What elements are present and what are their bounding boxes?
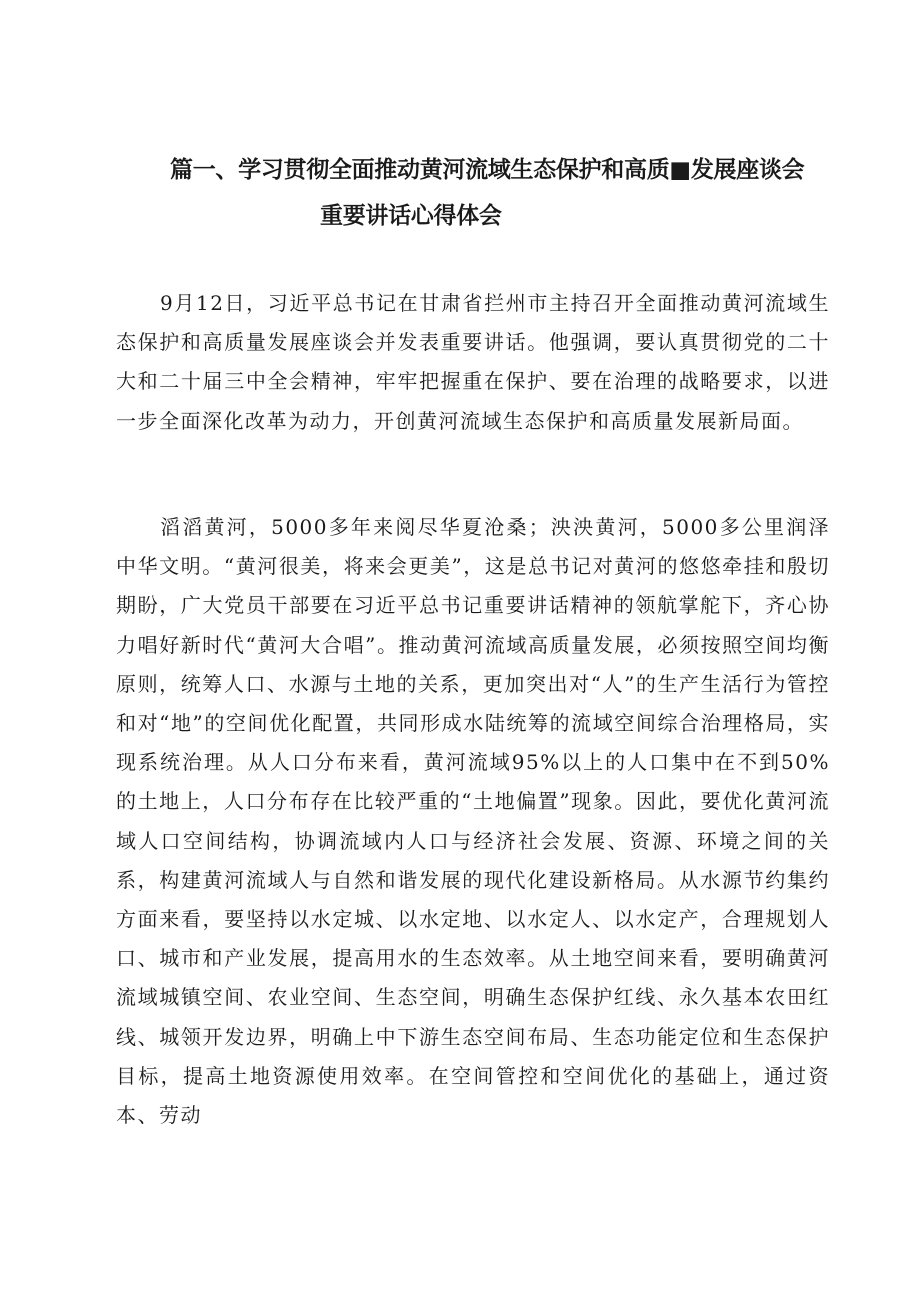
body-paragraph-2: 滔滔黄河，5000多年来阅尽华夏沧桑；泱泱黄河，5000多公里润泽中华文明。“黄河很美，将来会更美”，这是总书记对黄河的悠悠牵挂和殷切期盼，广大党员干部要在习近平总书记重要讲话精神的领航掌舵下，齐心协力唱好新时代“黄河大合唱”。推动黄河流域高质量发展，必须按照空间均衡原则，统筹人口、水源与土地的关系，更加突出对“人”的生产生活行为管控和对“地”的空间优化配置，共同形成水陆统筹的流域空间综合治理格局，实现系统治理。从人口分布来看，黄河流域95%以上的人口集中在不到50%的土地上，人口分布存在比较严重的“土地偏置”现象。因此，要优化黄河流域人口空间结构，协调流域内人口与经济社会发展、资源、环境之间的关系，构建黄河流域人与自然和谐发展的现代化建设新格局。从水源节约集约方面来看，要坚持以水定城、以水定地、以水定人、以水定产，合理规划人口、城市和产业发展，提高用水的生态效率。从土地空间来看，要明确黄河流域城镇空间、农业空间、生态空间，明确生态保护红线、永久基本农田红线、城领开发边界，明确上中下游生态空间布局、生态功能定位和生态保护目标，提高土地资源使用效率。在空间管控和空间优化的基础上，通过资本、劳动 — [116, 515, 830, 1128]
document-title-line-1: 篇一、学习贯彻全面推动黄河流域生态保护和高质■发展座谈会 — [170, 157, 805, 183]
body-paragraph-1: 9月12日，习近平总书记在甘肃省拦州市主持召开全面推动黄河流域生态保护和高质量发展座谈会并发表重要讲话。他强调，要认真贯彻党的二十大和二十届三中全会精神，牢牢把握重在保护、要在治理的战略要求，以进一步全面深化改革为动力，开创黄河流域生态保护和高质量发展新局面。 — [116, 291, 830, 433]
document-title-line-2: 重要讲话心得体会 — [320, 203, 502, 229]
